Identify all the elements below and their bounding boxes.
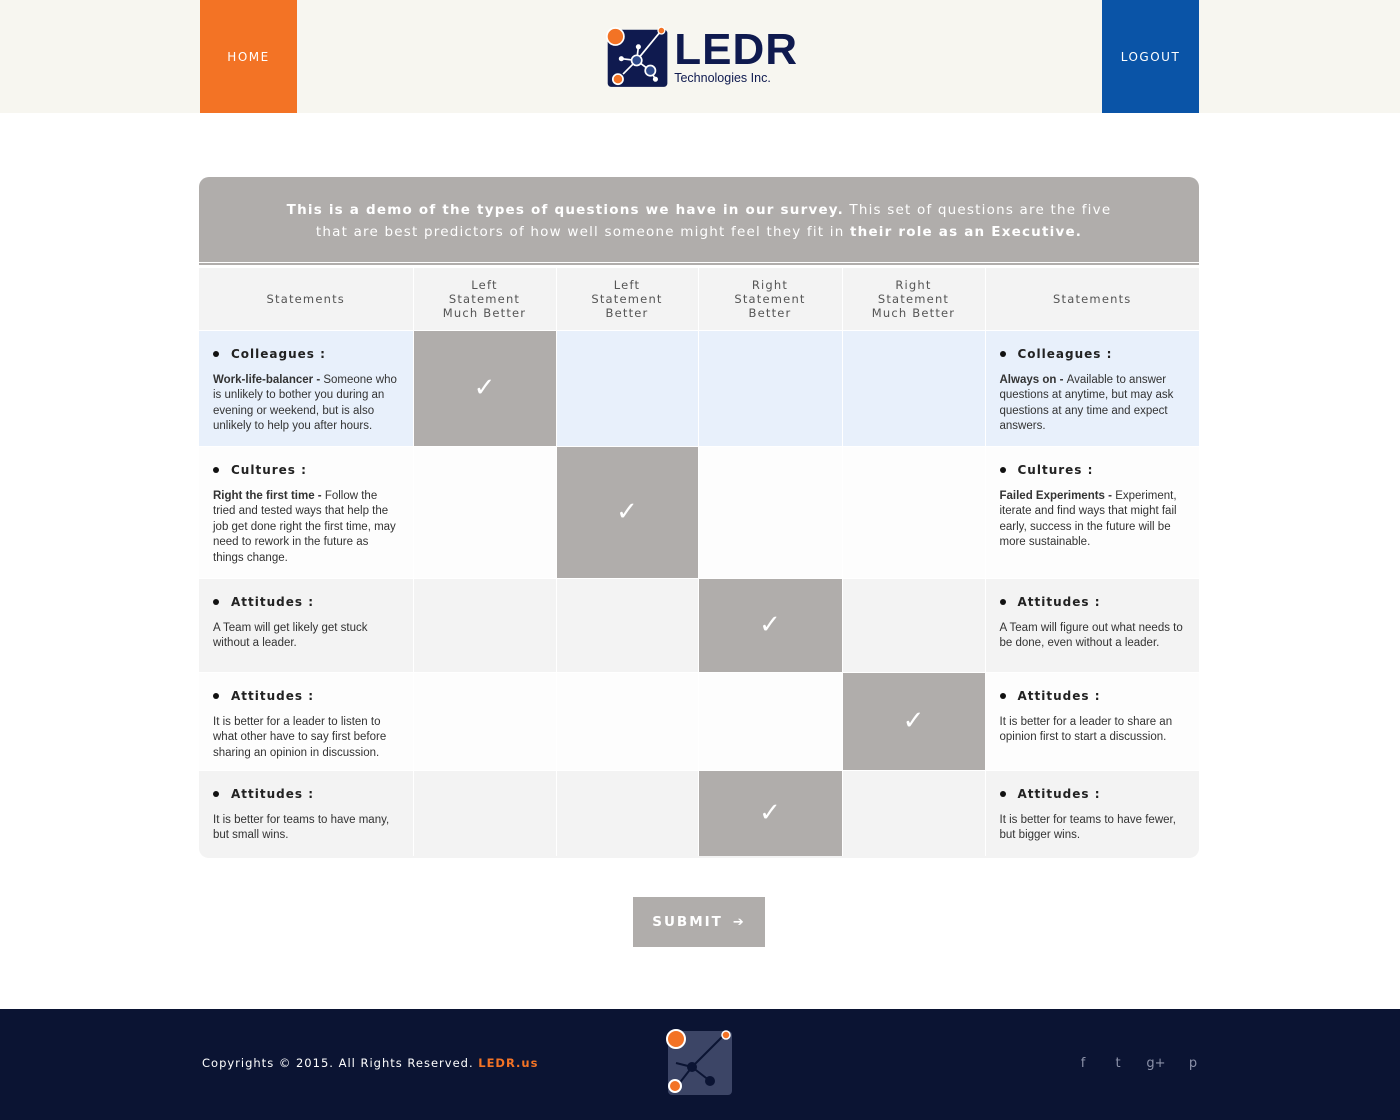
statement-category xyxy=(1000,463,1186,477)
header-right-statements: Statements xyxy=(985,268,1199,330)
ledr-link[interactable]: LEDR.us xyxy=(478,1056,539,1070)
bullet-icon xyxy=(1000,467,1006,473)
copyright-text xyxy=(202,1056,538,1070)
table-row xyxy=(199,578,1199,672)
survey-intro xyxy=(199,177,1199,262)
header-right-better: Right Statement Better xyxy=(698,268,842,330)
choice-cell[interactable] xyxy=(698,578,842,672)
pinterest-icon[interactable]: p xyxy=(1188,1055,1198,1071)
logo-subtitle: Technologies Inc. xyxy=(674,71,771,85)
bullet-icon xyxy=(1000,351,1006,357)
category-label: Cultures : xyxy=(231,462,307,477)
statement-description: A Team will figure out what needs to be done, even without a leader. xyxy=(999,621,1183,649)
statement-category xyxy=(213,787,399,801)
statement-text xyxy=(1000,715,1186,746)
choice-cell[interactable] xyxy=(842,578,985,672)
choice-cell[interactable] xyxy=(413,578,556,672)
choice-cell[interactable] xyxy=(556,770,698,856)
choice-cell[interactable] xyxy=(842,446,985,578)
right-statement xyxy=(985,672,1199,770)
submit-button[interactable] xyxy=(633,897,765,947)
choice-cell[interactable] xyxy=(698,770,842,856)
choice-cell[interactable] xyxy=(413,446,556,578)
right-statement xyxy=(985,330,1199,446)
statement-category xyxy=(213,463,399,477)
statement-text xyxy=(213,489,399,567)
check-icon: ✓ xyxy=(902,706,925,736)
right-statement xyxy=(985,770,1199,856)
statement-title: Failed Experiments - xyxy=(999,489,1116,502)
twitter-icon[interactable]: t xyxy=(1115,1055,1121,1071)
bullet-icon xyxy=(213,599,219,605)
home-button[interactable]: HOME xyxy=(200,0,297,113)
bullet-icon xyxy=(213,791,219,797)
arrow-right-icon: ➔ xyxy=(732,914,746,930)
statement-title: Work-life-balancer - xyxy=(213,373,324,386)
header-left-better: Left Statement Better xyxy=(556,268,698,330)
statement-category xyxy=(1000,689,1186,703)
intro-text: This set of questions are the five that are best predictors of how well someone might feel they fit in xyxy=(315,202,1112,240)
submit-label: SUBMIT xyxy=(652,914,723,930)
bullet-icon xyxy=(213,467,219,473)
survey-panel xyxy=(199,177,1199,858)
statement-text xyxy=(1000,373,1186,435)
statement-text xyxy=(1000,621,1186,652)
category-label: Attitudes : xyxy=(231,594,314,609)
check-icon: ✓ xyxy=(616,497,638,527)
statement-text xyxy=(1000,813,1186,844)
statement-description: Follow the tried and tested ways that help the job get done right the first time, may need to rework in the future as things change. xyxy=(213,489,396,564)
left-statement xyxy=(199,446,413,578)
statement-description: Available to answer questions at anytime, but may ask questions at any time and expect answers. xyxy=(999,373,1174,432)
statement-text xyxy=(213,621,399,652)
category-label: Colleagues : xyxy=(231,346,326,361)
statement-text xyxy=(213,373,399,435)
ledr-logo-icon xyxy=(606,21,668,93)
table-header-row xyxy=(199,268,1199,330)
left-statement xyxy=(199,330,413,446)
statement-description: It is better for a leader to listen to what other have to say first before sharing an opinion in discussion. xyxy=(213,715,387,759)
footer-logo-icon[interactable] xyxy=(666,1029,734,1097)
category-label: Attitudes : xyxy=(1017,688,1101,703)
header xyxy=(0,0,1400,113)
check-icon: ✓ xyxy=(759,610,781,640)
category-label: Attitudes : xyxy=(1017,786,1101,801)
choice-cell[interactable] xyxy=(698,672,842,770)
choice-cell[interactable] xyxy=(413,770,556,856)
statement-description: Someone who is unlikely to bother you during an evening or weekend, but is also unlikely to help you after hours. xyxy=(213,373,397,432)
bullet-icon xyxy=(213,693,219,699)
table-row xyxy=(199,330,1199,446)
statement-title: Right the first time - xyxy=(213,489,325,502)
category-label: Attitudes : xyxy=(231,786,314,801)
intro-bold-1: This is a demo of the types of questions we have in our survey. xyxy=(286,202,844,218)
bullet-icon xyxy=(213,351,219,357)
bullet-icon xyxy=(1000,599,1006,605)
google-plus-icon[interactable]: g+ xyxy=(1146,1055,1166,1071)
choice-cell[interactable] xyxy=(413,672,556,770)
intro-divider xyxy=(199,262,1199,268)
left-statement xyxy=(199,578,413,672)
statement-description: It is better for teams to have many, but small wins. xyxy=(213,813,390,841)
choice-cell[interactable] xyxy=(842,770,985,856)
choice-cell[interactable] xyxy=(698,330,842,446)
choice-cell[interactable] xyxy=(556,578,698,672)
table-row xyxy=(199,770,1199,856)
category-label: Colleagues : xyxy=(1017,346,1113,361)
category-label: Attitudes : xyxy=(231,688,314,703)
statement-description: It is better for a leader to share an opinion first to start a discussion. xyxy=(999,715,1173,743)
statement-category xyxy=(213,689,399,703)
left-statement xyxy=(199,770,413,856)
ledr-logo[interactable] xyxy=(606,20,798,94)
statement-category xyxy=(213,347,399,361)
statement-description: A Team will get likely get stuck without a leader. xyxy=(213,621,368,649)
right-statement xyxy=(985,578,1199,672)
statement-text xyxy=(213,715,399,762)
facebook-icon[interactable]: f xyxy=(1080,1055,1086,1071)
choice-cell[interactable] xyxy=(698,446,842,578)
choice-cell[interactable] xyxy=(556,330,698,446)
table-row xyxy=(199,446,1199,578)
left-statement xyxy=(199,672,413,770)
header-left-much-better: Left Statement Much Better xyxy=(413,268,556,330)
bullet-icon xyxy=(1000,693,1006,699)
bullet-icon xyxy=(1000,791,1006,797)
header-right-much-better: Right Statement Much Better xyxy=(842,268,985,330)
statement-category xyxy=(1000,787,1186,801)
choice-cell[interactable] xyxy=(842,672,985,770)
category-label: Cultures : xyxy=(1017,462,1094,477)
choice-cell[interactable] xyxy=(556,446,698,578)
category-label: Attitudes : xyxy=(1017,594,1101,609)
footer xyxy=(0,1009,1400,1120)
table-row xyxy=(199,672,1199,770)
survey-table xyxy=(199,268,1199,856)
header-left-statements: Statements xyxy=(199,268,413,330)
statement-description: Experiment, iterate and find ways that might fail early, success in the future will be more sustainable. xyxy=(999,489,1177,548)
choice-cell[interactable] xyxy=(556,672,698,770)
check-icon: ✓ xyxy=(759,798,781,829)
statement-description: It is better for teams to have fewer, but bigger wins. xyxy=(999,813,1176,841)
statement-category xyxy=(213,595,399,609)
logo-title: LEDR xyxy=(674,25,798,74)
copyright-label: Copyrights © 2015. All Rights Reserved. xyxy=(202,1056,479,1070)
statement-title: Always on - xyxy=(999,373,1067,386)
intro-bold-2: their role as an Executive. xyxy=(849,224,1083,240)
check-icon: ✓ xyxy=(473,373,496,403)
statement-category xyxy=(1000,347,1186,361)
choice-cell[interactable] xyxy=(413,330,556,446)
choice-cell[interactable] xyxy=(842,330,985,446)
statement-text xyxy=(213,813,399,844)
logout-button[interactable]: LOGOUT xyxy=(1102,0,1199,113)
right-statement xyxy=(985,446,1199,578)
statement-text xyxy=(1000,489,1186,551)
statement-category xyxy=(1000,595,1186,609)
